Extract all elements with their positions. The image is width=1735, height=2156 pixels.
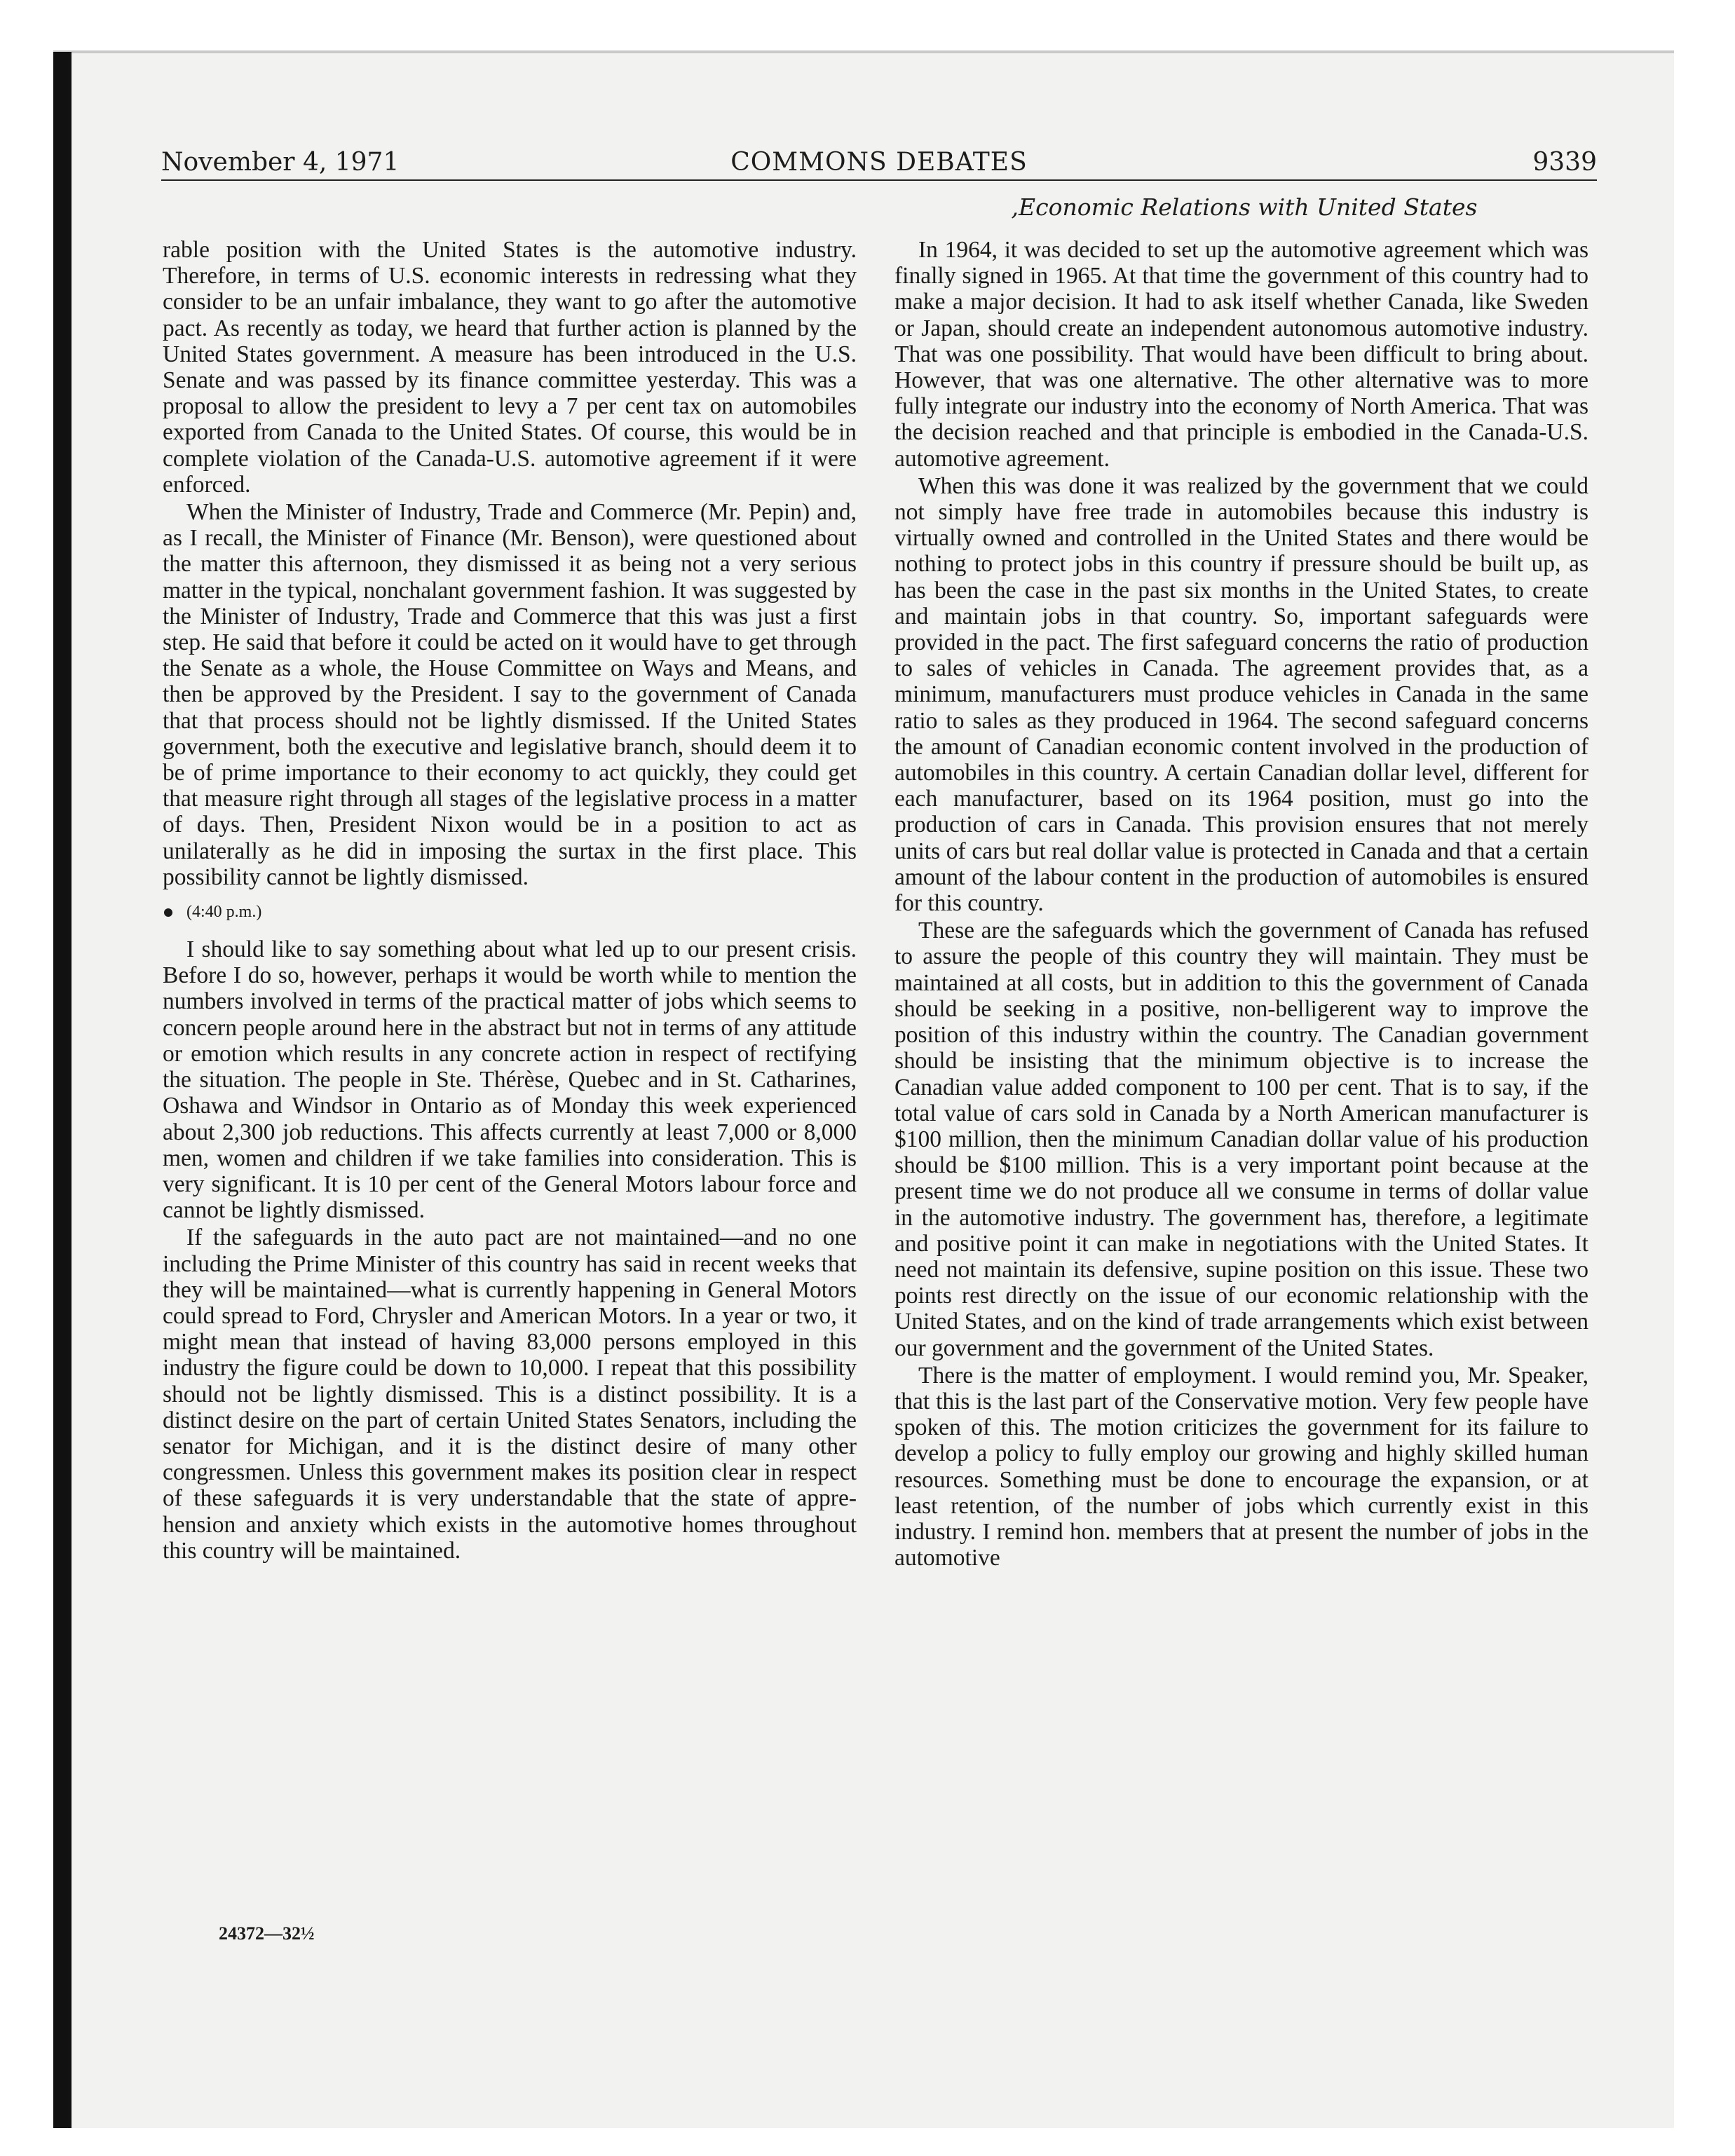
section-title: ,Economic Relations with United States bbox=[1011, 193, 1478, 221]
paragraph: These are the safeguards which the government of Canada has refused to assure the people of this country they will maintain. They must be maintained at all costs, but in addition to this the government of Canada should be seeking in a positive, non-belligerent way to improve the position of this industry within the country. The Canadian government should be insisting that the minimum objective is to increase the Canadian value added component to 100 per cent. That is to say, if the total value of cars sold in Canada by a North American manufacturer is $100 million, then the minimum Canadian dollar value of his production should be $100 million. This is a very important point because at the present time we do not produce all we consume in terms of dollar value in the automotive industry. The government has, therefore, a legitimate and positive point it can make in negotiations with the United States. It need not maintain its defensive, supine position on this issue. These two points rest directly on the issue of our economic relationship with the United States, and on the kind of trade arrangements which exist between our government and the government of the United States. bbox=[894, 917, 1588, 1361]
header-publication: COMMONS DEBATES bbox=[730, 148, 1028, 177]
paragraph: When the Minister of Industry, Trade and Commerce (Mr. Pepin) and, as I recall, the Minister of Finance (Mr. Benson), were questioned about the matter this afternoon, they dismissed it as being not a very serious matter in the typical, nonchalant government fashion. It was suggested by the Minister of Industry, Trade and Commerce that this was just a first step. He said that before it could be acted on it would have to get through the Senate as a whole, the House Committee on Ways and Means, and then be approved by the President. I say to the government of Canada that that process should not be lightly dismissed. If the United States government, both the executive and legislative branch, should deem it to be of prime importance to their economy to act quickly, they could get that measure right through all stages of the legislative process in a matter of days. Then, President Nixon would be in a position to act as unilaterally as he did in imposing the surtax in the first place. This possibility cannot be lightly dismissed. bbox=[163, 499, 857, 890]
right-column bbox=[894, 237, 1588, 1572]
time-marker-text: (4:40 p.m.) bbox=[186, 903, 262, 922]
running-header bbox=[161, 144, 1597, 181]
scan-edge-left bbox=[53, 52, 72, 2128]
left-column bbox=[163, 237, 857, 1565]
footer-code: 24372—32½ bbox=[219, 1923, 315, 1944]
paragraph: When this was done it was realized by the government that we could not simply have free trade in automobiles because this industry is virtually owned and controlled in the United States and there would be nothing to protect jobs in this country if pressure should be built up, as has been the case in the past six months in the United States, to create and maintain jobs in that country. So, important safeguards were provided in the pact. The first safeguard concerns the ratio of production to sales of vehicles in Canada. The agreement provides that, as a minimum, manufacturers must produce vehicles in Canada in the same ratio to sales as they produced in 1964. The second safeguard concerns the amount of Canadian economic content involved in the production of automobiles in this country. A certain Canadian dollar level, different for each manufacturer, based on its 1964 position, must go into the production of cars in Canada. This provision ensures that not merely units of cars but real dollar value is protected in Canada and that a certain amount of the labour content in the production of automobiles is ensured for this country. bbox=[894, 472, 1588, 917]
paragraph: I should like to say something about what led up to our present crisis. Before I do so, however, perhaps it would be worth while to mention the numbers involved in terms of the practical matter of jobs which seems to concern people around here in the abstract but not in terms of any attitude or emotion which results in any concrete action in respect of rectifying the situation. The people in Ste. Thérèse, Quebec and in St. Catharines, Oshawa and Windsor in Ontario as of Monday this week experienced about 2,300 job reductions. This affects currently at least 7,000 or 8,000 men, women and children if we take families into consideration. This is very significant. It is 10 per cent of the General Motors labour force and cannot be lightly dismissed. bbox=[163, 936, 857, 1224]
time-marker bbox=[163, 901, 857, 922]
header-date: November 4, 1971 bbox=[161, 148, 400, 177]
paragraph: If the safeguards in the auto pact are not maintained—and no one including the Prime Minister of this country has said in recent weeks that they will be maintained—what is currently happening in General Motors could spread to Ford, Chrysler and American Motors. In a year or two, it might mean that instead of having 83,000 persons employed in this industry the figure could be down to 10,000. I repeat that this possibility should not be lightly dismissed. This is a distinct possibility. It is a distinct desire on the part of certain United States Senators, including the senator for Michigan, and it is the distinct desire of many other congressmen. Unless this government makes its position clear in respect of these safeguards it is very understandable that the state of apprehension and anxiety which exists in the automotive homes throughout this country will be maintained. bbox=[163, 1224, 857, 1564]
bullet-icon bbox=[164, 908, 172, 917]
paragraph: In 1964, it was decided to set up the automotive agreement which was finally signed in 1965. At that time the government of this country had to make a major decision. It had to ask itself whether Canada, like Sweden or Japan, should create an independent autonomous automotive industry. That was one possibility. That would have been difficult to bring about. However, that was one alternative. The other alternative was to more fully integrate our industry into the economy of North America. That was the decision reached and that principle is embodied in the Canada-U.S. automotive agreement. bbox=[894, 237, 1588, 472]
header-page-number: 9339 bbox=[1532, 148, 1597, 177]
paragraph: There is the matter of employment. I would remind you, Mr. Speaker, that this is the last part of the Conservative motion. Very few people have spoken of this. The motion criticizes the government for its failure to develop a policy to fully employ our growing and highly skilled human resources. Something must be done to encourage the expansion, or at least retention, of the number of jobs which currently exist in this industry. I remind hon. members that at present the number of jobs in the automotive bbox=[894, 1362, 1588, 1571]
paragraph: rable position with the United States is the automotive industry. Therefore, in terms of U.S. economic interests in redressing what they consider to be an unfair imbalance, they want to go after the automotive pact. As recently as today, we heard that further action is planned by the United States government. A measure has been introduced in the U.S. Senate and was passed by its finance committee yesterday. This was a proposal to allow the president to levy a 7 per cent tax on automobiles exported from Canada to the United States. Of course, this would be in complete violation of the Canada-U.S. automotive agreement if it were enforced. bbox=[163, 237, 857, 498]
